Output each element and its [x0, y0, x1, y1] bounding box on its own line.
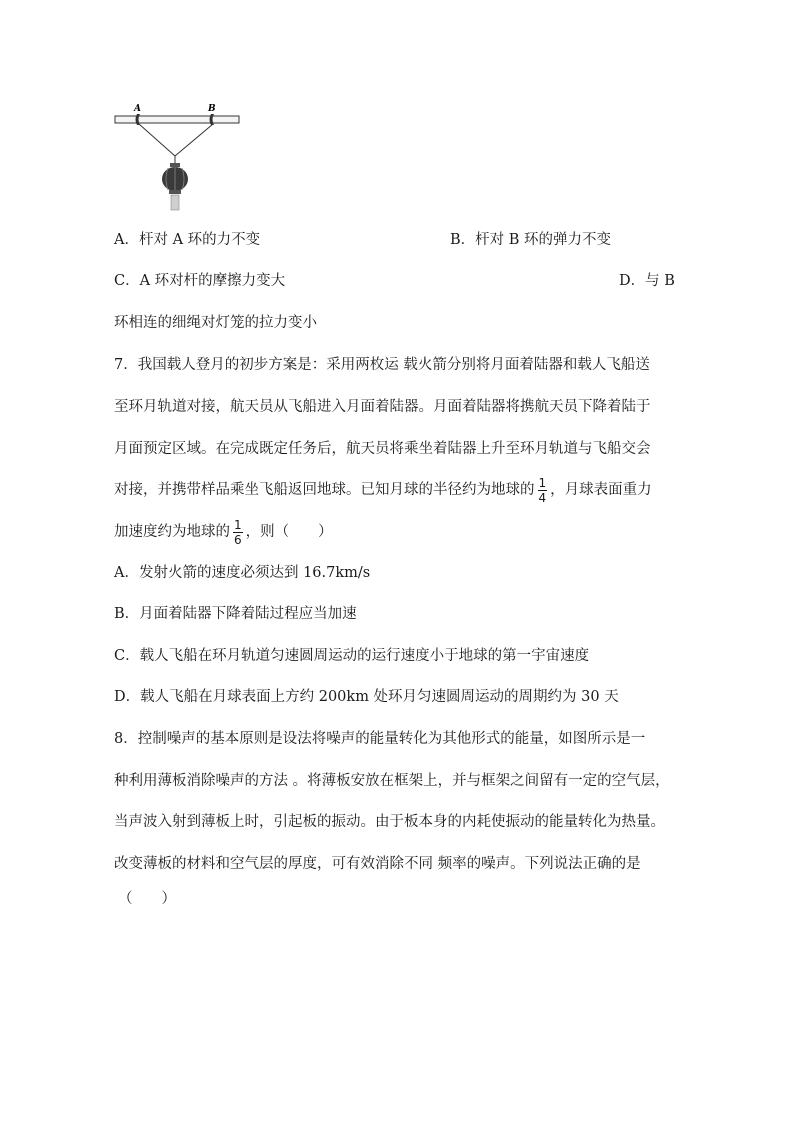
- q6-option-c: C．A 环对杆的摩擦力变大: [114, 273, 286, 289]
- fraction-denominator: 4: [538, 490, 547, 505]
- string-a: [139, 124, 175, 156]
- q7-option-d: D．载人飞船在月球表面上方约 200km 处环月匀速圆周运动的周期约为 30 天: [114, 689, 619, 705]
- q7-line-5-tail: ，则（ ）: [245, 524, 333, 540]
- lantern-tassel: [171, 195, 179, 210]
- q6-option-d-start: D．与 B: [619, 273, 675, 289]
- q8-stem-line-4: 改变薄板的材料和空气层的厚度，可有效消除不同 频率的噪声。下列说法正确的是: [114, 856, 641, 872]
- lantern-cap: [170, 163, 180, 167]
- q7-line-5-text: 加速度约为地球的: [114, 524, 230, 540]
- q8-answer-blank: （ ）: [118, 891, 176, 907]
- q7-stem-line-2: 至环月轨道对接，航天员从飞船进入月面着陆器。月面着陆器将携航天员下降着陆于: [114, 399, 651, 415]
- q7-line-4-text: 对接，并携带样品乘坐飞船返回地球。已知月球的半径约为地球的: [114, 482, 535, 498]
- q7-line-4-tail: ，月球表面重力: [550, 482, 652, 498]
- q7-stem-line-5: [114, 512, 333, 552]
- q6-option-d-end: 环相连的细绳对灯笼的拉力变小: [114, 315, 317, 331]
- lantern-diagram: [112, 100, 242, 218]
- rod: [115, 116, 239, 123]
- label-b: B: [208, 104, 216, 114]
- q7-stem-line-3: 月面预定区域。在完成既定任务后，航天员将乘坐着陆器上升至环月轨道与飞船交会: [114, 441, 651, 457]
- q7-option-b: B．月面着陆器下降着陆过程应当加速: [114, 606, 357, 622]
- string-b: [175, 124, 213, 156]
- fraction-numerator: 1: [234, 517, 242, 532]
- q8-stem-line-3: 当声波入射到薄板上时，引起板的振动。由于板本身的内耗使振动的能量转化为热量。: [114, 814, 665, 830]
- q8-stem-line-1: 8．控制噪声的基本原则是设法将噪声的能量转化为其他形式的能量，如图所示是一: [114, 731, 646, 747]
- label-a: A: [134, 104, 141, 114]
- fraction-denominator: 6: [234, 532, 242, 547]
- lantern-figure: [112, 100, 242, 218]
- q7-option-a: A．发射火箭的速度必须达到 16.7km/s: [114, 565, 371, 581]
- q7-stem-line-1: 7．我国载人登月的初步方案是：采用两枚运 载火箭分别将月面着陆器和载人飞船送: [114, 357, 650, 373]
- q7-option-c: C．载人飞船在环月轨道匀速圆周运动的运行速度小于地球的第一宇宙速度: [114, 648, 590, 664]
- q6-option-b: B．杆对 B 环的弹力不变: [450, 232, 612, 248]
- lantern-bottom: [169, 190, 181, 194]
- q6-option-a: A．杆对 A 环的力不变: [114, 232, 261, 248]
- q7-stem-line-4: [114, 470, 652, 510]
- q8-stem-line-2: 种利用薄板消除噪声的方法 。将薄板安放在框架上，并与框架之间留有一定的空气层，: [114, 773, 670, 789]
- fraction-numerator: 1: [538, 475, 547, 490]
- fraction-one-sixth: [233, 518, 243, 547]
- fraction-one-quarter: [538, 476, 548, 505]
